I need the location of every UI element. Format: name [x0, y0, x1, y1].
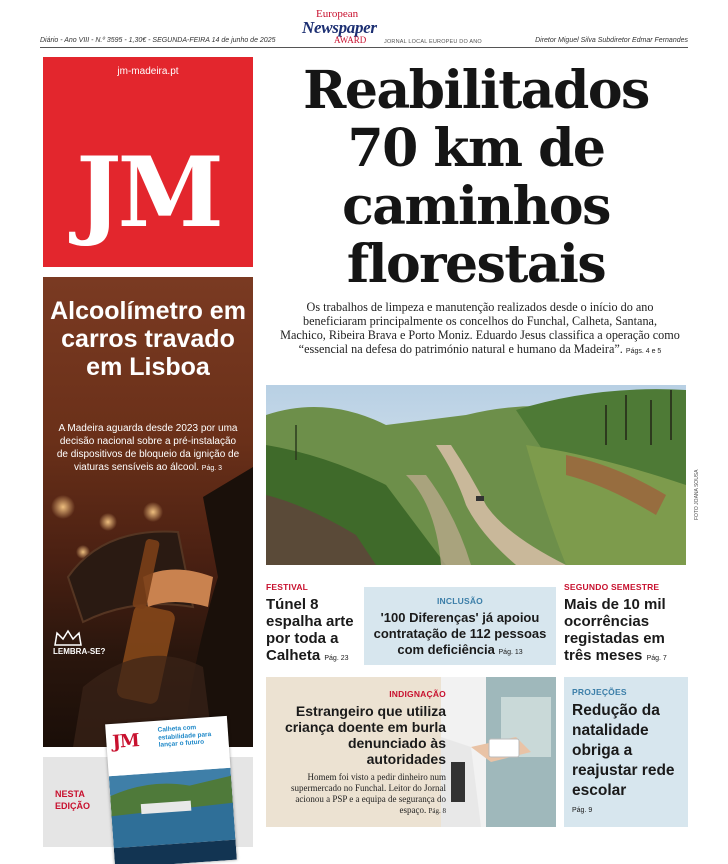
magazine-cover[interactable]: [105, 716, 237, 864]
story-kicker: PROJEÇÕES: [572, 687, 627, 697]
promo-body: A Madeira aguarda desde 2023 por uma decisão nacional sobre a pré-instalação de dispositivos de bloqueio da ignição de viaturas sensíveis ao álcool.: [56, 423, 240, 473]
story-title-text: '100 Diferenças' já apoiou contratação de 112 pessoas com deficiência: [373, 610, 547, 657]
story-kicker: INDIGNAÇÃO: [389, 689, 446, 699]
award-line-3: AWARD: [334, 35, 367, 45]
promo-alcoolimetro[interactable]: [43, 277, 253, 747]
jm-logo-box[interactable]: [43, 57, 253, 267]
story-title[interactable]: [364, 610, 556, 661]
nesta-edicao-label: NESTA EDIÇÃO: [55, 789, 91, 811]
award-line-4: JORNAL LOCAL EUROPEU DO ANO: [384, 39, 482, 45]
story-kicker: SEGUNDO SEMESTRE: [564, 582, 660, 592]
crown-icon: [53, 629, 83, 647]
site-url[interactable]: jm-madeira.pt: [117, 66, 179, 77]
story-projecoes[interactable]: [564, 677, 688, 827]
story-page: Pág. 13: [498, 649, 523, 656]
lede-text: Os trabalhos de limpeza e manutenção realizados desde o início do ano beneficiaram principalmente os concelhos do Funchal, Calheta, Santana, Machico, Ribeira Brava e Porto Moniz. Eduardo Jesus classifica a operação como “essencial na defesa do património natural e humano da Madeira”.: [280, 300, 680, 356]
magazine-logo: JM: [111, 730, 140, 753]
jm-logo: JM: [76, 136, 220, 249]
promo-title[interactable]: Alcoolímetro em carros travado em Lisboa: [50, 297, 246, 381]
lede-page: Págs. 4 e 5: [625, 348, 662, 355]
lembra-se-label: LEMBRA-SE?: [53, 647, 106, 656]
story-title[interactable]: Redução da natalidade obriga a reajustar rede escolar: [572, 702, 675, 799]
award-line-2: Newspaper: [302, 18, 377, 37]
european-newspaper-award-logo: [300, 8, 490, 46]
lembra-se-badge: [53, 629, 105, 656]
award-line-1: European: [316, 8, 359, 20]
story-title[interactable]: [564, 596, 688, 667]
story-text: [276, 689, 446, 817]
story-kicker: FESTIVAL: [266, 582, 309, 592]
story-page: Pág. 9: [572, 807, 593, 814]
story-kicker: INCLUSÃO: [437, 596, 483, 606]
promo-page: Pág. 3: [201, 465, 223, 472]
story-page: Pág. 7: [646, 655, 667, 662]
story-page: Pág. 8: [428, 807, 446, 815]
story-title-text: Túnel 8 espalha arte por toda a Calheta: [266, 596, 354, 664]
promo-text: [55, 422, 241, 475]
story-segundo-semestre[interactable]: [564, 582, 688, 667]
lead-headline[interactable]: Reabilitados 70 km de caminhos florestais: [303, 60, 649, 295]
story-title[interactable]: [266, 596, 361, 667]
magazine-photo: [109, 768, 236, 848]
magazine-headline: Calheta com estabilidade para lançar o futuro: [157, 724, 212, 749]
staff-line: Diretor Miguel Silva Subdiretor Edmar Fernandes: [535, 37, 688, 44]
story-indignacao[interactable]: [266, 677, 556, 827]
lead-photo[interactable]: [266, 385, 686, 565]
issue-line: Diário - Ano VIII - N.º 3595 - 1,30€ - SEGUNDA-FEIRA 14 de junho de 2025: [40, 37, 276, 44]
story-festival[interactable]: [266, 582, 361, 667]
story-inclusao[interactable]: [364, 587, 556, 665]
masthead-rule: [40, 47, 688, 48]
story-title[interactable]: Estrangeiro que utiliza criança doente em burla denunciado às autoridades: [284, 703, 446, 767]
story-title-text: Mais de 10 mil ocorrências registadas em três meses: [564, 596, 666, 664]
story-body-text: Homem foi visto a pedir dinheiro num supermercado no Funchal. Leitor do Jornal acionou a PSP e a equipa de segurança do espaço.: [291, 772, 446, 815]
story-page: Pág. 23: [324, 655, 349, 662]
story-body: [276, 772, 446, 817]
lead-lede: [280, 300, 680, 359]
photo-credit: FOTO JOANA SOUSA: [694, 469, 700, 520]
story-photo: [441, 677, 556, 827]
